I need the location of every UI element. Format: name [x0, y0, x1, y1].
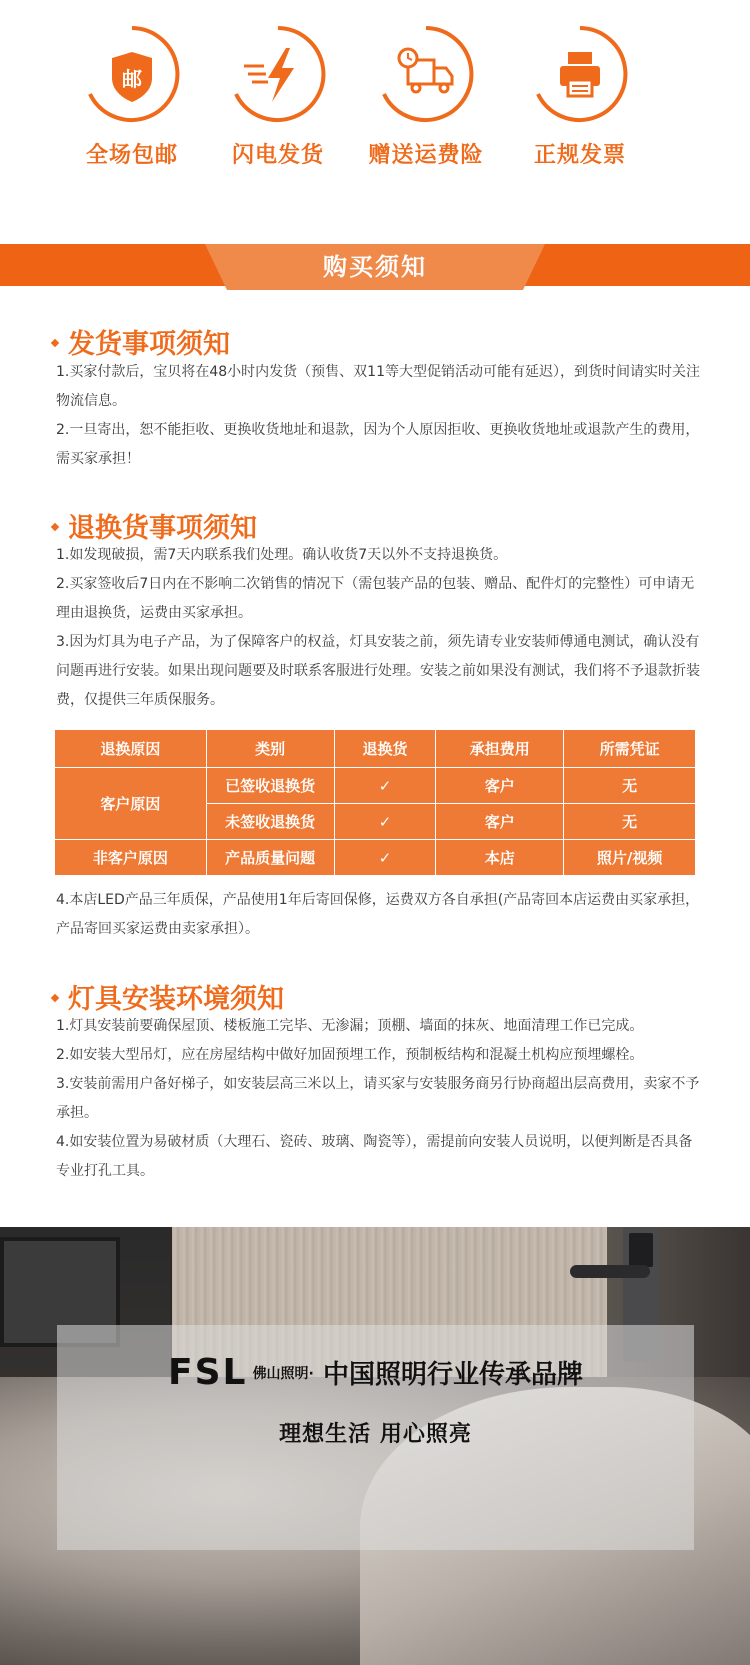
check-icon: ✓ — [334, 840, 436, 876]
service-free-shipping — [62, 24, 202, 169]
bullet-icon — [51, 522, 59, 530]
table-header: 所需凭证 — [564, 730, 696, 768]
table-cell-cost: 客户 — [436, 804, 564, 840]
table-row — [55, 768, 696, 804]
banner-title: 购买须知 — [323, 253, 427, 281]
install-paragraph-2: 2.如安装大型吊灯，应在房屋结构中做好加固预埋工作，预制板结构和混凝土机构应预埋螺栓。 — [56, 1047, 644, 1063]
table-cell-category: 未签收退换货 — [206, 804, 334, 840]
table-cell-reason: 客户原因 — [55, 768, 207, 840]
install-paragraph-4: 4.如安装位置为易破材质（大理石、瓷砖、玻璃、陶瓷等），需提前向安装人员说明，以便判断是否具备专业打孔工具。 — [56, 1134, 693, 1179]
table-header: 类别 — [206, 730, 334, 768]
shipping-paragraph-2: 2.一旦寄出，恕不能拒收、更换收货地址和退款，因为个人原因拒收、更换收货地址或退款产生的费用，需买家承担！ — [56, 422, 700, 467]
brand-line — [57, 1352, 694, 1393]
table-header-row — [55, 730, 696, 768]
brand-slogan: 中国照明行业传承品牌 — [322, 1360, 583, 1390]
mail-shield-icon — [82, 24, 182, 124]
returns-paragraph-2: 2.买家签收后7日内在不影响二次销售的情况下（需包装产品的包装、赠品、配件灯的完整性）可申请无理由退换货，运费由买家承担。 — [56, 576, 695, 621]
purchase-notice-banner — [0, 244, 750, 290]
brand-logo-sub: 佛山照明· — [252, 1365, 314, 1382]
returns-table — [54, 729, 696, 876]
returns-title-text: 退换货事项须知 — [68, 513, 257, 544]
brand-logo: FSL — [168, 1352, 248, 1393]
returns-paragraph-3: 3.因为灯具为电子产品，为了保障客户的权益，灯具安装之前，须先请专业安装师傅通电测试，确认没有问题再进行安装。如果出现问题要及时联系客服进行处理。安装之前如果没有测试，我们将不予退款折装费，仅提供三年质保服务。 — [56, 634, 700, 708]
shipping-section-title — [52, 322, 230, 361]
install-title-text: 灯具安装环境须知 — [68, 984, 284, 1015]
table-cell-proof: 无 — [564, 804, 696, 840]
table-cell-category: 已签收退换货 — [206, 768, 334, 804]
table-header: 退换货 — [334, 730, 436, 768]
check-icon: ✓ — [334, 768, 436, 804]
brand-photo — [0, 1227, 750, 1665]
delivery-truck-icon — [376, 24, 476, 124]
table-cell-reason: 非客户原因 — [55, 840, 207, 876]
service-icons — [0, 0, 750, 245]
table-cell-proof: 无 — [564, 768, 696, 804]
table-cell-proof: 照片/视频 — [564, 840, 696, 876]
service-invoice — [510, 24, 650, 169]
shipping-paragraph-1: 1.买家付款后，宝贝将在48小时内发货（预售、双11等大型促销活动可能有延迟），到货时间请实时关注物流信息。 — [56, 364, 700, 409]
table-cell-cost: 客户 — [436, 768, 564, 804]
install-section-title — [52, 977, 284, 1016]
printer-icon — [530, 24, 630, 124]
service-label: 赠送运费险 — [368, 143, 484, 168]
install-paragraph-1: 1.灯具安装前要确保屋顶、楼板施工完毕、无渗漏；顶棚、墙面的抹灰、地面清理工作已完成。 — [56, 1018, 644, 1034]
table-row — [55, 840, 696, 876]
lightning-icon — [228, 24, 328, 124]
mail-glyph: 邮 — [122, 67, 142, 91]
service-label: 正规发票 — [533, 143, 626, 168]
table-header: 退换原因 — [55, 730, 207, 768]
door-handle — [570, 1265, 650, 1278]
table-cell-category: 产品质量问题 — [206, 840, 334, 876]
service-label: 闪电发货 — [231, 143, 324, 168]
returns-section-title — [52, 506, 257, 545]
brand-overlay — [57, 1325, 694, 1550]
table-cell-cost: 本店 — [436, 840, 564, 876]
returns-paragraph-1: 1.如发现破损，需7天内联系我们处理。确认收货7天以外不支持退换货。 — [56, 547, 508, 563]
service-label: 全场包邮 — [85, 143, 178, 168]
check-icon: ✓ — [334, 804, 436, 840]
lock-keypad — [629, 1233, 653, 1267]
table-header: 承担费用 — [436, 730, 564, 768]
bullet-icon — [51, 993, 59, 1001]
service-fast-delivery — [208, 24, 348, 169]
install-paragraph-3: 3.安装前需用户备好梯子，如安装层高三米以上，请买家与安装服务商另行协商超出层高费用，卖家不予承担。 — [56, 1076, 700, 1121]
bullet-icon — [51, 338, 59, 346]
service-shipping-insurance — [356, 24, 496, 169]
shipping-title-text: 发货事项须知 — [68, 329, 230, 360]
returns-paragraph-4: 4.本店LED产品三年质保，产品使用1年后寄回保修，运费双方各自承担(产品寄回本店运费由买家承担，产品寄回买家运费由卖家承担）。 — [56, 892, 700, 937]
brand-tagline: 理想生活 用心照亮 — [279, 1422, 472, 1447]
